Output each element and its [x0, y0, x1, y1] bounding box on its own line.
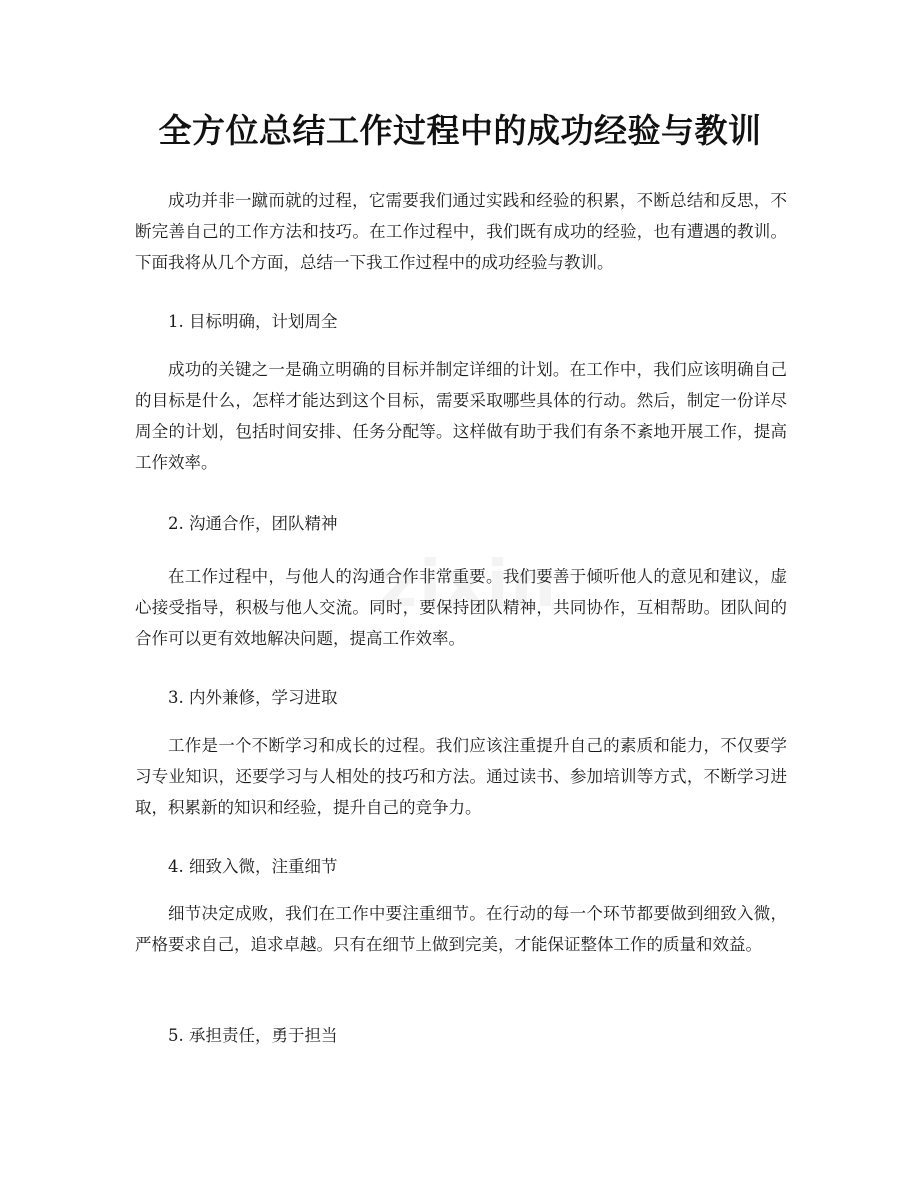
section-heading-5: 5. 承担责任，勇于担当 [168, 1026, 338, 1045]
intro-paragraph: 成功并非一蹴而就的过程，它需要我们通过实践和经验的积累，不断总结和反思，不断完善自己的工作方法和技巧。在工作过程中，我们既有成功的经验，也有遭遇的教训。下面我将从几个方面，总结一下我工作过程中的成功经验与教训。 [135, 191, 787, 272]
watermark: zixin [380, 548, 558, 622]
section-heading-4: 4. 细致入微，注重细节 [168, 857, 338, 876]
section-heading-2: 2. 沟通合作，团队精神 [168, 514, 338, 533]
section-body-2: 在工作过程中，与他人的沟通合作非常重要。我们要善于倾听他人的意见和建议，虚心接受指导，积极与他人交流。同时，要保持团队精神，共同协作，互相帮助。团队间的合作可以更有效地解决问题，提高工作效率。 [135, 567, 787, 648]
section-heading-1: 1. 目标明确，计划周全 [168, 312, 338, 331]
section-body-1: 成功的关键之一是确立明确的目标并制定详细的计划。在工作中，我们应该明确自己的目标是什么，怎样才能达到这个目标，需要采取哪些具体的行动。然后，制定一份详尽周全的计划，包括时间安排、任务分配等。这样做有助于我们有条不紊地开展工作，提高工作效率。 [135, 360, 787, 472]
section-body-3: 工作是一个不断学习和成长的过程。我们应该注重提升自己的素质和能力，不仅要学习专业知识，还要学习与人相处的技巧和方法。通过读书、参加培训等方式，不断学习进取，积累新的知识和经验，提升自己的竞争力。 [135, 736, 787, 817]
section-body-4: 细节决定成败，我们在工作中要注重细节。在行动的每一个环节都要做到细致入微，严格要求自己，追求卓越。只有在细节上做到完美，才能保证整体工作的质量和效益。 [135, 904, 787, 954]
section-heading-3: 3. 内外兼修，学习进取 [168, 688, 338, 707]
page-title: 全方位总结工作过程中的成功经验与教训 [158, 111, 762, 150]
